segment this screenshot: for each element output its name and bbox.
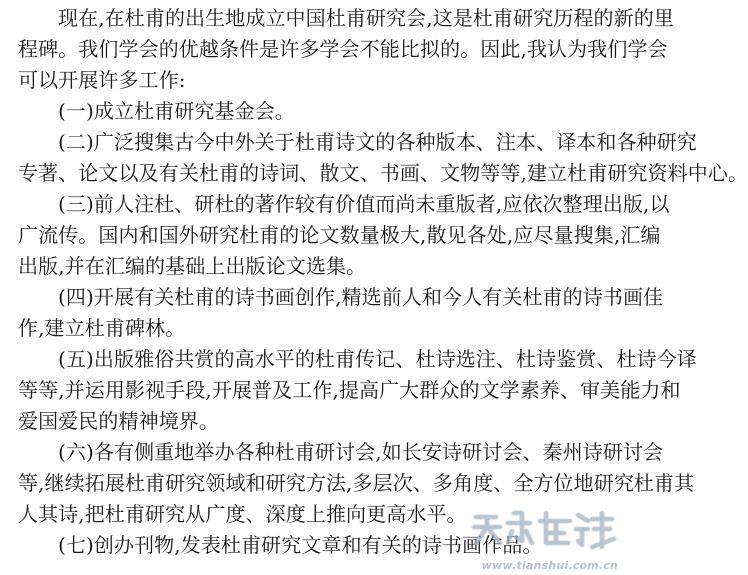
text-line: 作,建立杜甫碑林。 [18,316,186,340]
paragraph-7 [18,437,695,530]
paragraph-1 [18,3,674,96]
text-line: 可以开展许多工作: [18,68,186,92]
text-line: (二)广泛搜集古今中外关于杜甫诗文的各种版本、注本、译本和各种研究 [58,130,697,154]
paragraph-6 [18,344,697,437]
text-line: (三)前人注杜、研杜的著作较有价值而尚未重版者,应依次整理出版,以 [58,192,670,216]
text-line: 爱国爱民的精神境界。 [18,409,219,433]
text-line: (一)成立杜甫研究基金会。 [58,99,295,123]
paragraph-5 [18,282,664,344]
text-line: 人其诗,把杜甫研究从广度、深度上推向更高水平。 [18,502,467,526]
text-line: 出版,并在汇编的基础上出版论文选集。 [18,254,367,278]
text-line: (六)各有侧重地举办各种杜甫研讨会,如长安诗研讨会、秦州诗研讨会 [58,440,664,464]
text-line: 广流传。国内和国外研究杜甫的论文数量极大,散见各处,应尽量搜集,汇编 [18,223,661,247]
paragraph-2 [18,96,614,127]
text-line: (五)出版雅俗共赏的高水平的杜甫传记、杜诗选注、杜诗鉴赏、杜诗今译 [58,347,697,371]
text-line: (七)创办刊物,发表杜甫研究文章和有关的诗书画作品。 [58,533,543,557]
text-line: 现在,在杜甫的出生地成立中国杜甫研究会,这是杜甫研究历程的新的里 [58,6,674,30]
paragraph-4 [18,189,670,282]
text-line: (四)开展有关杜甫的诗书画创作,精选前人和今人有关杜甫的诗书画佳 [58,285,664,309]
paragraph-8 [18,530,614,561]
paragraph-3 [18,127,748,189]
text-line: 等,继续拓展杜甫研究领域和研究方法,多层次、多角度、全方位地研究杜甫其 [18,471,695,495]
text-line: 程碑。我们学会的优越条件是许多学会不能比拟的。因此,我认为我们学会 [18,37,668,61]
text-line: 专著、论文以及有关杜甫的诗词、散文、书画、文物等等,建立杜甫研究资料中心。 [18,161,748,185]
watermark-url: www.tianshui.com.cn [481,559,618,572]
text-line: 等等,并运用影视手段,开展普及工作,提高广大群众的文学素养、审美能力和 [18,378,681,402]
